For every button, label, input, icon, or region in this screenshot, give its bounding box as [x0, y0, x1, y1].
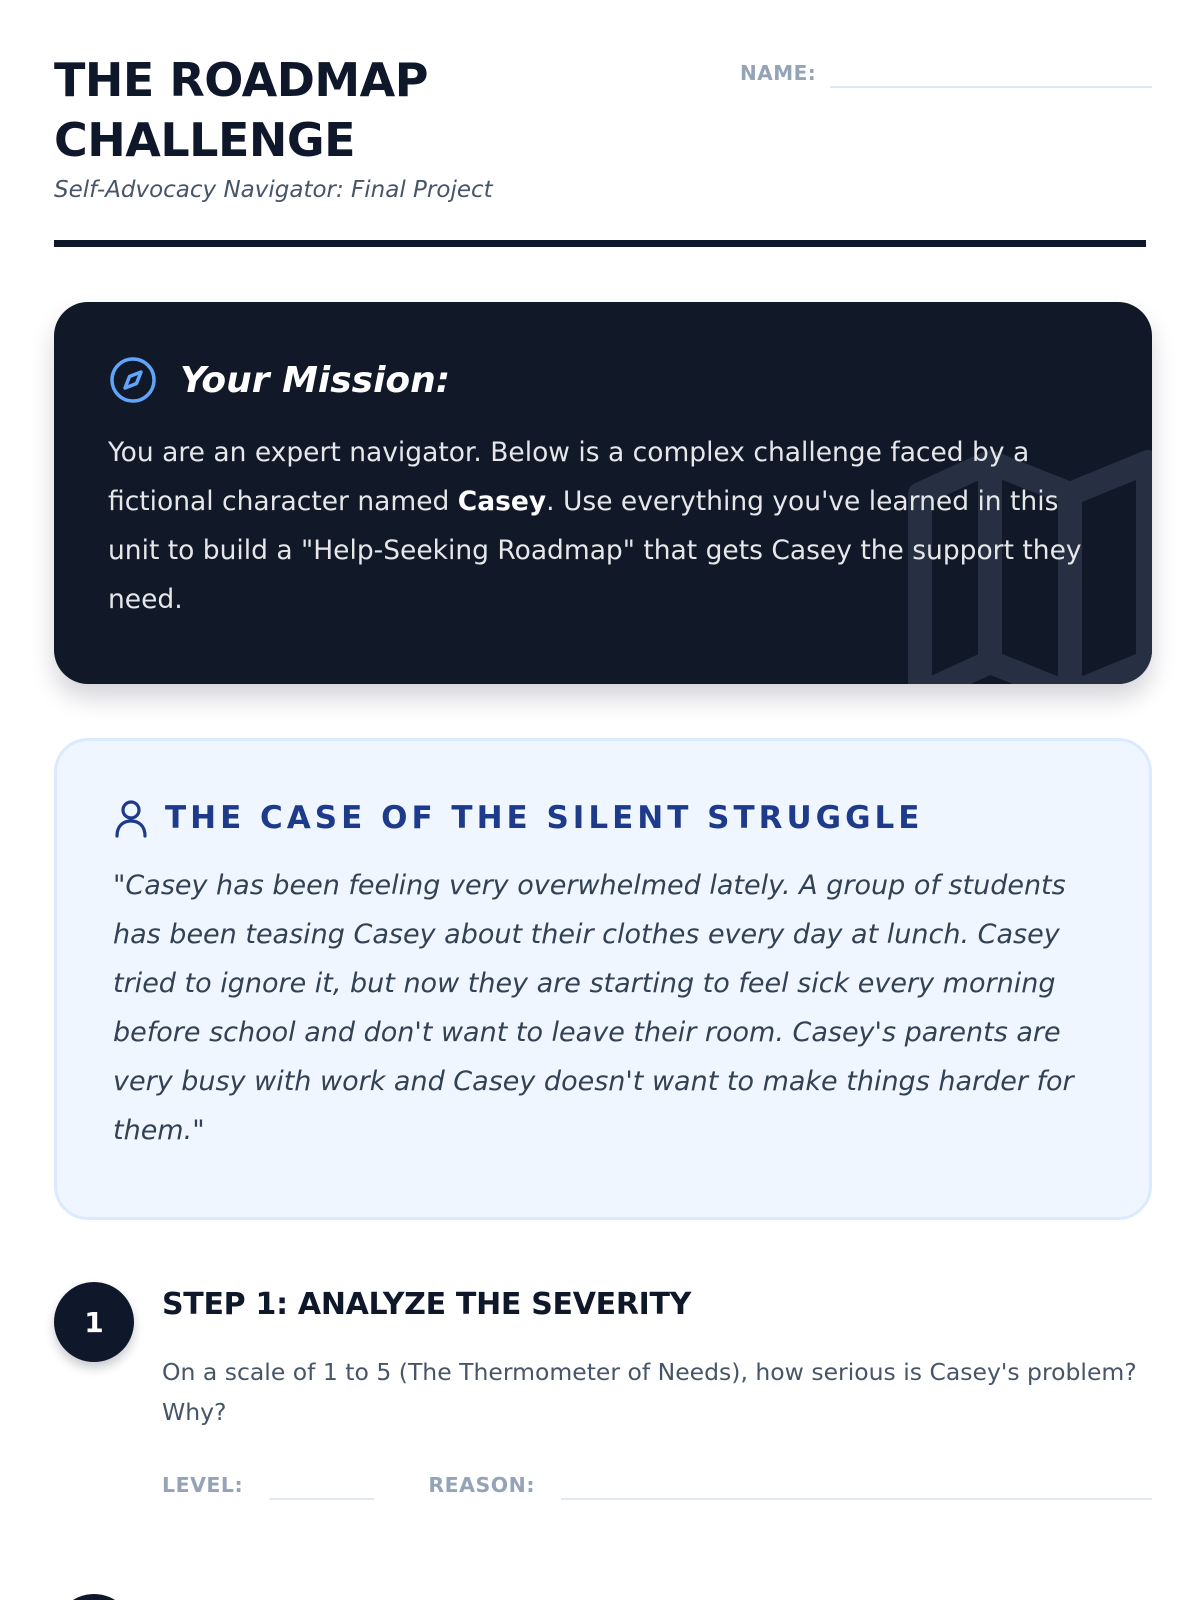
mission-text-end: . Use everything you've learned in this unit to build a "Help-Seeking Roadmap" that gets Casey the support they need. [108, 486, 1082, 615]
mission-text [108, 428, 1098, 624]
case-header [113, 793, 1095, 843]
step-body [162, 1280, 1152, 1500]
page-title [54, 50, 534, 170]
title-line-2: CHALLENGE [54, 113, 356, 167]
mission-text-start: You are an expert navigator. Below is a complex challenge faced by a fictional character named [108, 437, 1030, 517]
answer-row [162, 1462, 1152, 1500]
reason-input-line[interactable] [561, 1468, 1152, 1500]
case-title: THE CASE OF THE SILENT STRUGGLE [165, 800, 924, 836]
user-icon [113, 798, 149, 838]
step-title: STEP 1: ANALYZE THE SEVERITY [162, 1287, 692, 1322]
name-label: NAME: [740, 61, 817, 85]
mission-character-name: Casey [457, 486, 547, 517]
next-step-badge [54, 1594, 134, 1600]
page-subtitle: Self-Advocacy Navigator: Final Project [54, 177, 493, 203]
mission-card [54, 302, 1152, 684]
mission-header [108, 352, 1098, 408]
level-label: LEVEL: [162, 1473, 244, 1497]
level-input-line[interactable] [269, 1468, 374, 1500]
case-text: "Casey has been feeling very overwhelmed lately. A group of students has been teasing Casey about their clothes every day at lunch. Casey tried to ignore it, but now they are starting to feel sick every morning before school and don't want to leave their room. Casey's parents are very busy with work and Casey doesn't want to make things harder for them." [113, 870, 1074, 1146]
name-field [740, 56, 1152, 88]
worksheet-header [54, 0, 1146, 248]
title-line-1: THE ROADMAP [54, 53, 428, 107]
step-question: On a scale of 1 to 5 (The Thermometer of Needs), how serious is Casey's problem? Why? [162, 1358, 1137, 1426]
mission-title: Your Mission: [180, 359, 451, 401]
reason-label: REASON: [428, 1473, 536, 1497]
name-input-line[interactable] [830, 56, 1152, 88]
case-card [54, 738, 1152, 1220]
step-number-badge: 1 [54, 1282, 134, 1362]
compass-icon [108, 355, 158, 405]
header-divider [54, 240, 1146, 247]
